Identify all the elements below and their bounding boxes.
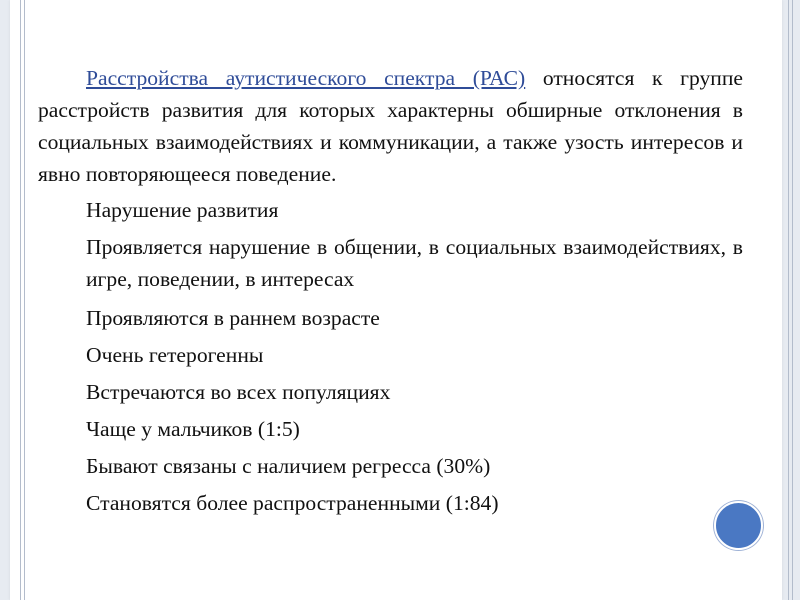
list-item <box>38 450 743 482</box>
list-item <box>38 231 743 295</box>
frame-line-left-outer <box>20 0 21 600</box>
intro-term-link[interactable]: Расстройства аутистического спектра (РАС) <box>86 66 526 90</box>
list-item-text: Встречаются во всех популяциях <box>86 380 391 404</box>
decorative-circle-icon <box>714 501 763 550</box>
list-item-text: Нарушение развития <box>86 198 279 222</box>
list-item <box>38 194 743 226</box>
list-item-text: Проявляются в раннем возрасте <box>86 306 380 330</box>
list-item <box>38 302 743 334</box>
list-item <box>38 413 743 445</box>
list-item-text: Проявляется нарушение в общении, в социальных взаимодействиях, в игре, поведении, в интересах <box>86 235 743 291</box>
bullet-list <box>38 194 743 519</box>
list-item-text: Чаще у мальчиков (1:5) <box>86 417 300 441</box>
intro-paragraph <box>38 62 743 190</box>
slide-content <box>38 62 743 524</box>
list-item-text: Становятся более распространенными (1:84) <box>86 491 499 515</box>
list-item-text: Бывают связаны с наличием регресса (30%) <box>86 454 491 478</box>
list-item-text: Очень гетерогенны <box>86 343 264 367</box>
frame-line-right-outer <box>792 0 793 600</box>
list-item <box>38 376 743 408</box>
intro-text: относятся к группе расстройств развития для которых характерны обширные отклонения в социальных взаимодействиях и коммуникации, а также узость интересов и явно повторяющееся поведение. <box>38 66 743 186</box>
frame-line-left-inner <box>24 0 25 600</box>
list-item <box>38 339 743 371</box>
list-item <box>38 487 743 519</box>
frame-line-right-inner <box>788 0 789 600</box>
